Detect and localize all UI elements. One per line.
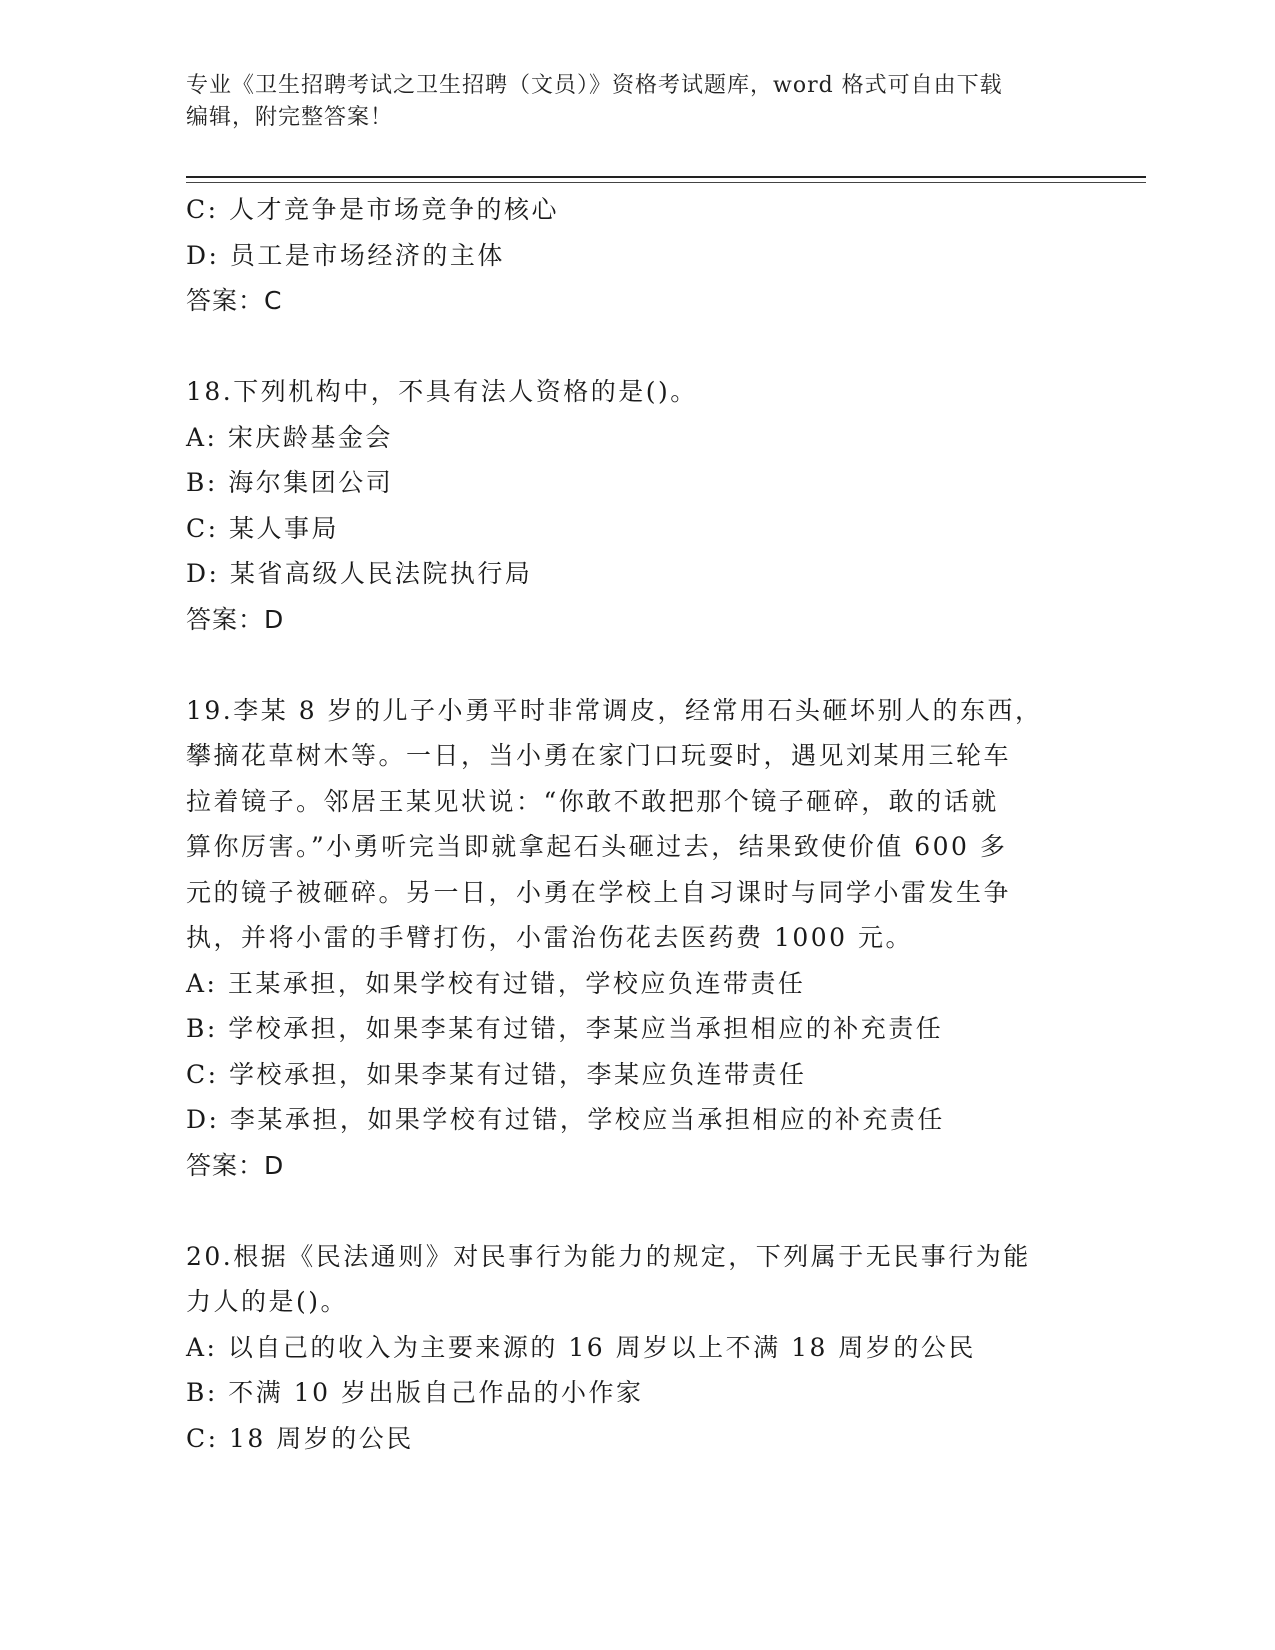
q19-stem-line: 拉着镜子。邻居王某见状说：“你敢不敢把那个镜子砸碎，敢的话就 <box>186 786 999 816</box>
question-20 <box>186 1234 1086 1462</box>
q19-option-d: D: 李某承担，如果学校有过错，学校应当承担相应的补充责任 <box>186 1105 945 1134</box>
q18-option-a: A: 宋庆龄基金会 <box>186 422 393 452</box>
question-17-tail <box>186 187 1086 324</box>
q19-stem-line: 元的镜子被砸碎。另一日，小勇在学校上自习课时与同学小雷发生争 <box>186 877 1012 907</box>
q19-option-c: C: 学校承担，如果李某有过错，李某应负连带责任 <box>186 1059 807 1089</box>
header-line-1: 专业《卫生招聘考试之卫生招聘（文员）》资格考试题库，word 格式可自由下载 <box>186 73 1003 98</box>
q20-option-b: B: 不满 10 岁出版自己作品的小作家 <box>186 1378 644 1407</box>
question-19 <box>186 688 1086 1189</box>
q19-answer: 答案：D <box>186 1150 285 1180</box>
q19-stem-line: 执，并将小雷的手臂打伤，小雷治伤花去医药费 1000 元。 <box>186 923 914 952</box>
q19-stem-line: 19.李某 8 岁的儿子小勇平时非常调皮，经常用石头砸坏别人的东西， <box>186 695 1043 725</box>
q20-stem <box>186 1234 1066 1325</box>
q18-option-b: B: 海尔集团公司 <box>186 468 394 497</box>
question-18 <box>186 369 1086 642</box>
header-line-2: 编辑，附完整答案！ <box>186 105 394 130</box>
q20-option-a: A: 以自己的收入为主要来源的 16 周岁以上不满 18 周岁的公民 <box>186 1332 976 1362</box>
spacer <box>186 1188 1086 1234</box>
q19-option-b: B: 学校承担，如果李某有过错，李某应当承担相应的补充责任 <box>186 1014 944 1043</box>
spacer <box>186 324 1086 370</box>
spacer <box>186 642 1086 688</box>
q19-stem <box>186 688 1066 961</box>
q18-stem: 18.下列机构中，不具有法人资格的是()。 <box>186 377 698 406</box>
header-divider-thin <box>186 182 1146 183</box>
page-header <box>186 70 1066 134</box>
q17-option-c: C: 人才竞争是市场竞争的核心 <box>186 195 559 224</box>
q19-stem-line: 攀摘花草树木等。一日，当小勇在家门口玩耍时，遇见刘某用三轮车 <box>186 741 1012 770</box>
q17-answer: 答案：C <box>186 286 283 315</box>
header-divider-thick <box>186 176 1146 178</box>
q18-option-d: D: 某省高级人民法院执行局 <box>186 559 533 588</box>
q19-option-a: A: 王某承担，如果学校有过错，学校应负连带责任 <box>186 968 806 998</box>
q20-option-c: C: 18 周岁的公民 <box>186 1423 414 1453</box>
q17-option-d: D: 员工是市场经济的主体 <box>186 240 505 270</box>
q20-stem-line: 力人的是()。 <box>186 1287 349 1316</box>
q19-stem-line: 算你厉害。”小勇听完当即就拿起石头砸过去，结果致使价值 600 多 <box>186 832 1008 861</box>
question-content <box>186 187 1086 1461</box>
q20-stem-line: 20.根据《民法通则》对民事行为能力的规定，下列属于无民事行为能 <box>186 1241 1031 1271</box>
q18-answer: 答案：D <box>186 604 285 634</box>
q18-option-c: C: 某人事局 <box>186 513 339 543</box>
